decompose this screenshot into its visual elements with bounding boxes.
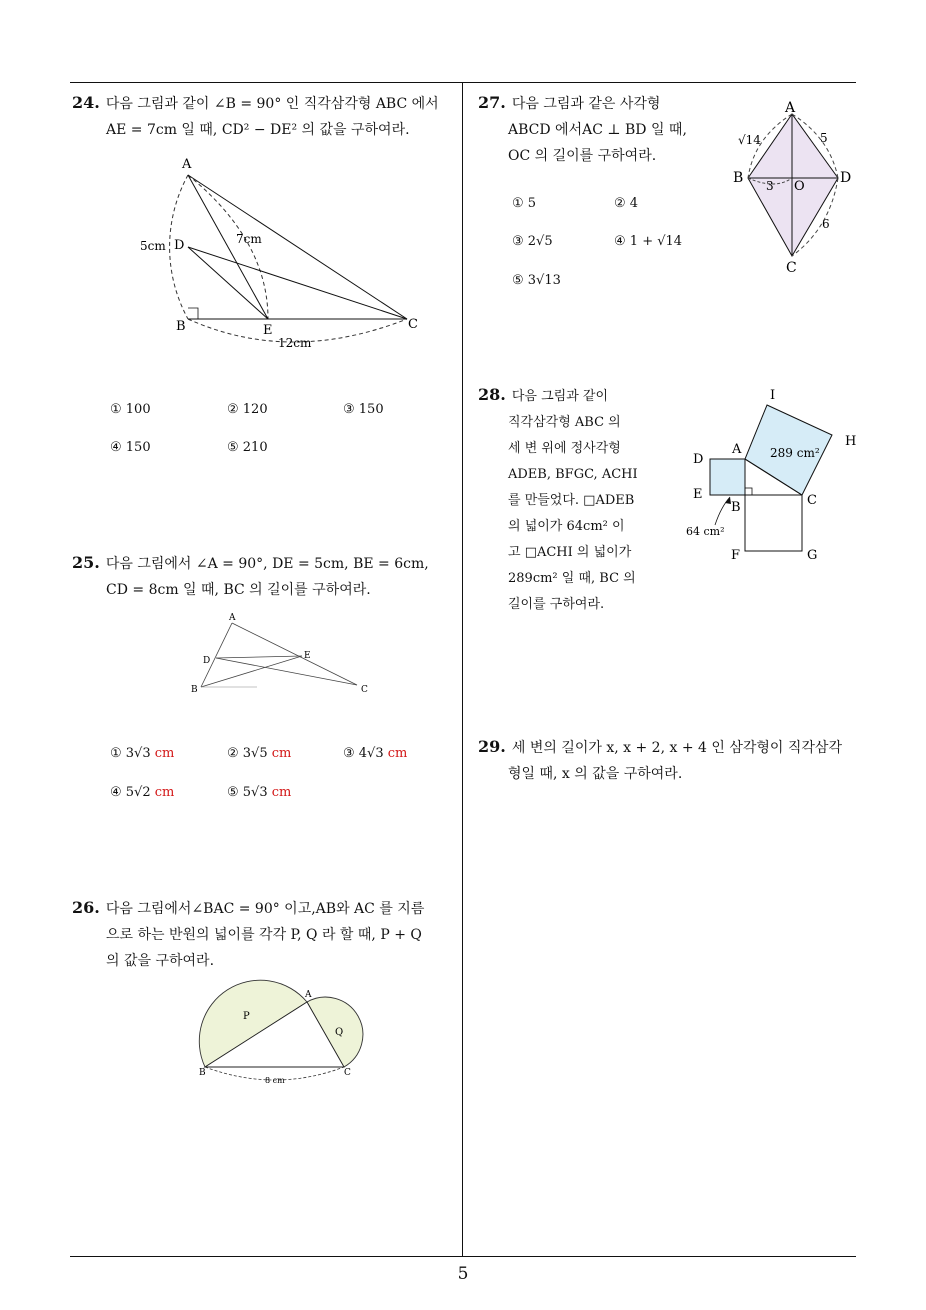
label-H: H	[845, 434, 857, 449]
label-C: C	[344, 1068, 351, 1078]
label-E: E	[304, 651, 311, 661]
label-B: B	[176, 319, 186, 334]
problem-text-line: AE = 7cm 일 때, CD² − DE² 의 값을 구하여라.	[106, 122, 410, 138]
choice-3[interactable]: ③ 2√5	[512, 234, 553, 249]
choice-5[interactable]: ⑤ 3√13	[512, 273, 561, 288]
problem-text-line: 세 변의 길이가 x, x + 2, x + 4 인 삼각형이 직각삼각	[511, 740, 842, 756]
problem-text-line: CD = 8cm 일 때, BC 의 길이를 구하여라.	[106, 582, 371, 598]
label-C: C	[786, 260, 797, 276]
problem-28	[478, 382, 674, 618]
label-D: D	[840, 170, 852, 186]
problem-text-line: 다음 그림과 같이	[511, 389, 609, 404]
label-I: I	[770, 388, 776, 403]
label-A: A	[732, 442, 742, 457]
label-cd: 6	[822, 217, 830, 231]
label-A: A	[229, 613, 236, 623]
choice-1[interactable]: ① 5	[512, 196, 537, 211]
choice-4[interactable]: ④ 5√2 cm	[110, 785, 175, 800]
label-E: E	[263, 323, 273, 338]
choice-2[interactable]: ② 3√5 cm	[227, 746, 292, 761]
label-Q: Q	[335, 1027, 344, 1038]
problem-number: 26.	[72, 898, 100, 917]
problem-text-line: 직각삼각형 ABC 의	[508, 415, 621, 430]
problem-number: 29.	[478, 737, 506, 756]
bottom-rule	[70, 1256, 856, 1257]
choice-4[interactable]: ④ 150	[110, 440, 151, 455]
choice-2[interactable]: ② 120	[227, 402, 268, 417]
label-D: D	[693, 452, 704, 467]
label-big-area: 289 cm²	[770, 446, 820, 460]
label-ad: 5cm	[140, 239, 166, 253]
label-bc: 12cm	[278, 336, 312, 350]
problem-29	[478, 734, 862, 787]
figure-24	[130, 150, 430, 360]
label-bo: 3	[766, 179, 774, 193]
problem-number: 24.	[72, 93, 100, 112]
choice-2[interactable]: ② 4	[614, 196, 639, 211]
problem-text-line: 를 만들었다. □ADEB	[508, 493, 635, 508]
figure-28	[685, 385, 865, 570]
column-divider	[462, 82, 463, 1256]
problem-text-line: 형일 때, x 의 값을 구하여라.	[508, 766, 683, 782]
problem-24	[72, 90, 458, 143]
problem-text-line: OC 의 길이를 구하여라.	[508, 148, 657, 164]
label-C: C	[807, 493, 817, 508]
label-A: A	[305, 990, 312, 1000]
label-E: E	[693, 487, 703, 502]
problem-text-line: 다음 그림과 같은 사각형	[511, 96, 661, 112]
problem-text-line: 다음 그림에서∠BAC = 90° 이고,AB와 AC 를 지름	[105, 901, 425, 917]
figure-25	[185, 608, 375, 698]
label-A: A	[785, 100, 796, 116]
label-small-area: 64 cm²	[686, 525, 725, 538]
label-B: B	[191, 685, 198, 695]
label-G: G	[807, 548, 818, 563]
label-B: B	[199, 1068, 206, 1078]
label-D: D	[174, 238, 185, 253]
label-C: C	[361, 685, 368, 695]
choice-5[interactable]: ⑤ 5√3 cm	[227, 785, 292, 800]
label-ae: 7cm	[236, 232, 262, 246]
label-B: B	[733, 170, 744, 186]
label-ab: √14	[738, 133, 761, 147]
choice-1[interactable]: ① 3√3 cm	[110, 746, 175, 761]
problem-text-line: 의 값을 구하여라.	[106, 953, 215, 969]
problem-text-line: 다음 그림에서 ∠A = 90°, DE = 5cm, BE = 6cm,	[105, 556, 429, 572]
choice-5[interactable]: ⑤ 210	[227, 440, 268, 455]
problem-26	[72, 895, 458, 974]
problem-text-line: 으로 하는 반원의 넓이를 각각 P, Q 라 할 때, P + Q	[106, 927, 422, 943]
choices-24	[110, 402, 450, 462]
problem-text-line: 다음 그림과 같이 ∠B = 90° 인 직각삼각형 ABC 에서	[105, 96, 439, 112]
problem-number: 28.	[478, 385, 506, 404]
problem-text-line: 세 변 위에 정사각형	[508, 441, 621, 456]
problem-text-line: 길이를 구하여라.	[508, 597, 605, 612]
choice-4[interactable]: ④ 1 + √14	[614, 234, 683, 249]
choice-3[interactable]: ③ 4√3 cm	[343, 746, 408, 761]
choice-1[interactable]: ① 100	[110, 402, 151, 417]
problem-27	[478, 90, 728, 169]
problem-25	[72, 550, 458, 603]
label-B: B	[731, 500, 741, 515]
problem-text-line: 고 □ACHI 의 넓이가	[508, 545, 632, 560]
choices-25	[110, 746, 450, 806]
page-number: 5	[457, 1264, 469, 1284]
label-bc: 8 cm	[265, 1076, 285, 1085]
label-A: A	[182, 157, 192, 172]
choice-3[interactable]: ③ 150	[343, 402, 384, 417]
figure-27	[730, 98, 860, 278]
problem-text-line: ABCD 에서AC ⊥ BD 일 때,	[508, 122, 687, 138]
choices-27	[512, 196, 732, 296]
problem-text-line: 289cm² 일 때, BC 의	[508, 571, 636, 586]
problem-text-line: ADEB, BFGC, ACHI	[508, 467, 638, 482]
figure-26	[195, 975, 365, 1090]
label-F: F	[731, 548, 741, 563]
label-O: O	[794, 179, 805, 194]
label-D: D	[203, 656, 211, 666]
problem-number: 27.	[478, 93, 506, 112]
top-rule	[70, 82, 856, 83]
label-C: C	[408, 317, 418, 332]
label-P: P	[243, 1011, 250, 1022]
problem-text-line: 의 넓이가 64cm² 이	[508, 519, 625, 534]
problem-number: 25.	[72, 553, 100, 572]
label-ad: 5	[820, 131, 828, 145]
